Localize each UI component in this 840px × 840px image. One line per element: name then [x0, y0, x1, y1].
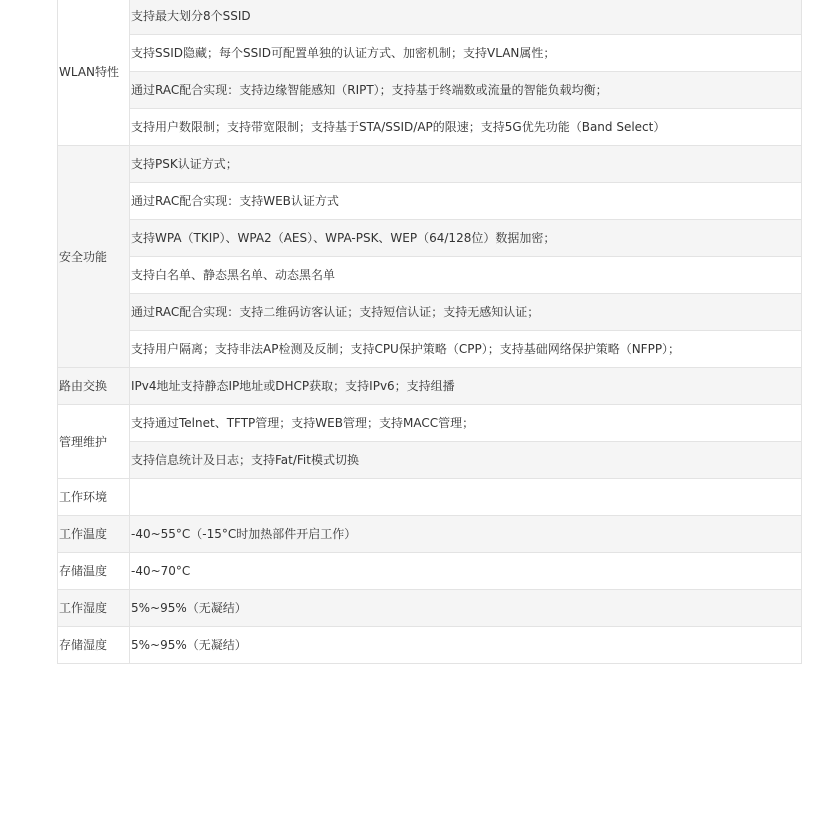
- table-row: [58, 479, 802, 516]
- table-row: [58, 294, 802, 331]
- table-row: [58, 331, 802, 368]
- row-value: 通过RAC配合实现：支持WEB认证方式: [130, 183, 802, 220]
- table-row: [58, 553, 802, 590]
- table-row: [58, 146, 802, 183]
- row-value: [130, 479, 802, 516]
- table-row: [58, 516, 802, 553]
- row-label-environment: 工作环境: [58, 479, 130, 516]
- row-label-operating-temp: 工作温度: [58, 516, 130, 553]
- table-row: [58, 405, 802, 442]
- table-row: [58, 0, 802, 35]
- row-label-storage-temp: 存储温度: [58, 553, 130, 590]
- row-value: 支持WPA（TKIP）、WPA2（AES）、WPA-PSK、WEP（64/128位）数据加密；: [130, 220, 802, 257]
- row-value: 支持用户隔离；支持非法AP检测及反制；支持CPU保护策略（CPP）；支持基础网络保护策略（NFPP）；: [130, 331, 802, 368]
- table-row: [58, 183, 802, 220]
- row-label-operating-humidity: 工作湿度: [58, 590, 130, 627]
- row-value: 支持最大划分8个SSID: [130, 0, 802, 35]
- table-row: [58, 257, 802, 294]
- row-value: 支持白名单、静态黑名单、动态黑名单: [130, 257, 802, 294]
- row-value: 支持用户数限制；支持带宽限制；支持基于STA/SSID/AP的限速；支持5G优先功能（Band Select）: [130, 109, 802, 146]
- table-row: [58, 368, 802, 405]
- row-value: 支持SSID隐藏；每个SSID可配置单独的认证方式、加密机制；支持VLAN属性；: [130, 35, 802, 72]
- table-row: [58, 627, 802, 664]
- spec-table: [57, 0, 802, 664]
- row-value: 支持PSK认证方式；: [130, 146, 802, 183]
- table-row: [58, 220, 802, 257]
- row-label-routing: 路由交换: [58, 368, 130, 405]
- table-row: [58, 590, 802, 627]
- row-value: 支持通过Telnet、TFTP管理；支持WEB管理；支持MACC管理；: [130, 405, 802, 442]
- table-row: [58, 72, 802, 109]
- row-value: 支持信息统计及日志；支持Fat/Fit模式切换: [130, 442, 802, 479]
- table-row: [58, 442, 802, 479]
- row-value: -40~55°C（-15°C时加热部件开启工作）: [130, 516, 802, 553]
- row-label-wlan: WLAN特性: [58, 0, 130, 146]
- row-value: 通过RAC配合实现：支持边缘智能感知（RIPT）；支持基于终端数或流量的智能负载均衡；: [130, 72, 802, 109]
- row-value: 5%~95%（无凝结）: [130, 590, 802, 627]
- row-label-security: 安全功能: [58, 146, 130, 368]
- row-label-storage-humidity: 存储湿度: [58, 627, 130, 664]
- row-value: 5%~95%（无凝结）: [130, 627, 802, 664]
- table-row: [58, 35, 802, 72]
- row-value: 通过RAC配合实现：支持二维码访客认证；支持短信认证；支持无感知认证；: [130, 294, 802, 331]
- row-value: -40~70°C: [130, 553, 802, 590]
- row-value: IPv4地址支持静态IP地址或DHCP获取；支持IPv6；支持组播: [130, 368, 802, 405]
- table-row: [58, 109, 802, 146]
- row-label-management: 管理维护: [58, 405, 130, 479]
